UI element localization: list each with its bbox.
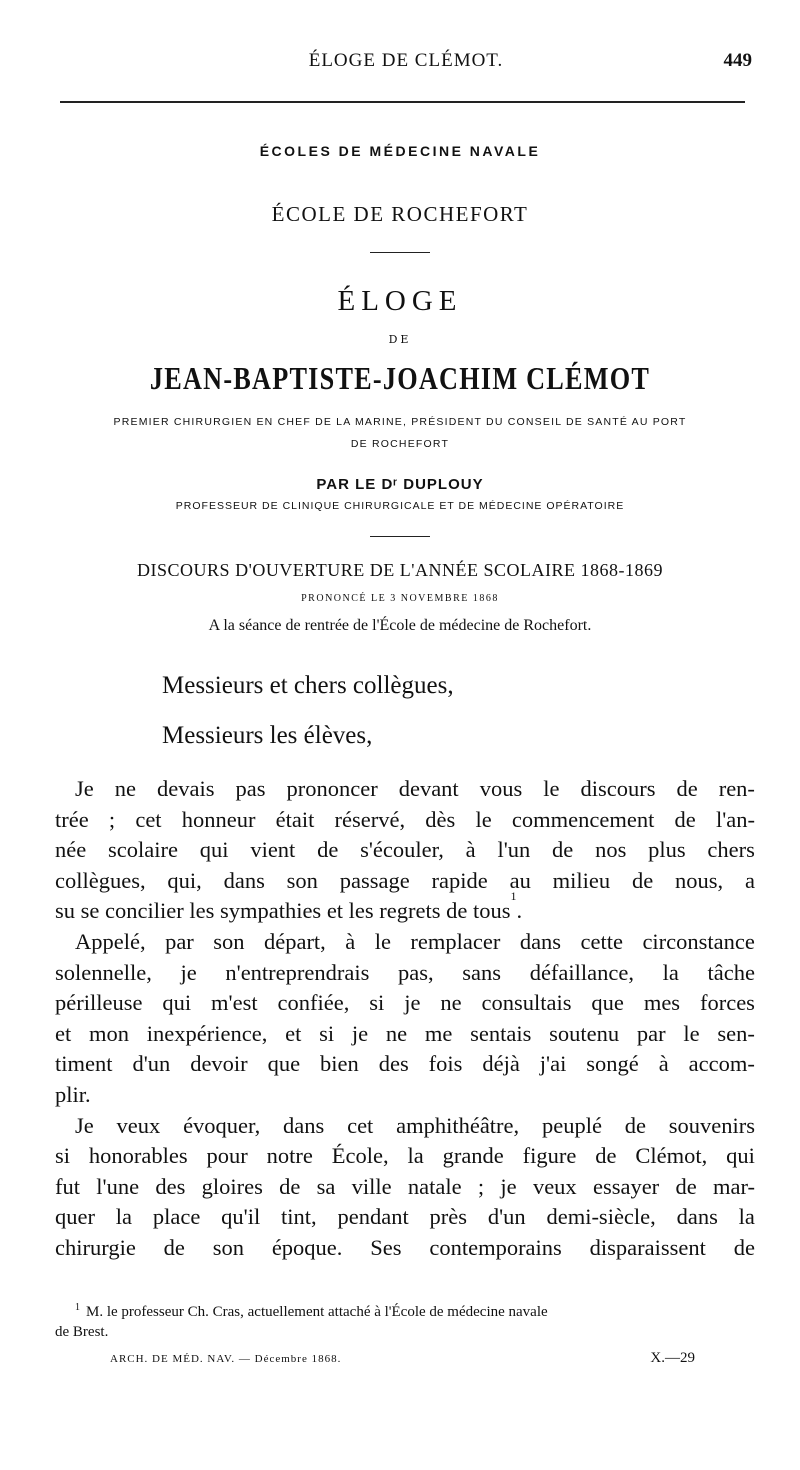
body-line: fut l'une des gloires de sa ville natale ; je veux essayer de mar- bbox=[55, 1173, 755, 1199]
body-line: trée ; cet honneur était réservé, dès le commencement de l'an- bbox=[55, 806, 755, 832]
series-title: ÉCOLES DE MÉDECINE NAVALE bbox=[259, 143, 541, 159]
body-line: collègues, qui, dans son passage rapide au milieu de nous, a bbox=[55, 867, 755, 893]
pronounced-date: PRONONCÉ LE 3 NOVEMBRE 1868 bbox=[301, 593, 499, 604]
footnote-mark: 1 bbox=[75, 1302, 80, 1313]
sentence-end: . bbox=[516, 898, 523, 924]
eloge-heading: ÉLOGE bbox=[337, 285, 463, 317]
page-number: 449 bbox=[723, 50, 752, 71]
subject-description-line: DE ROCHEFORT bbox=[350, 438, 450, 450]
body-text bbox=[55, 774, 755, 1264]
de-word: DE bbox=[388, 333, 412, 346]
body-line: née scolaire qui vient de s'écouler, à l'un de nos plus chers bbox=[55, 837, 755, 863]
body-line: Je ne devais pas prononcer devant vous le discours de ren- bbox=[75, 776, 755, 801]
body-line: Je veux évoquer, dans cet amphithéâtre, peuplé de souvenirs bbox=[75, 1112, 755, 1138]
session-line: A la séance de rentrée de l'École de médecine de Rochefort. bbox=[208, 617, 592, 634]
body-line: timent d'un devoir que bien des fois déjà j'ai songé à accom- bbox=[55, 1051, 755, 1077]
subject-description-line: PREMIER CHIRURGIEN EN CHEF DE LA MARINE, PRÉSIDENT DU CONSEIL DE SANTÉ AU PORT bbox=[113, 416, 687, 428]
subject-description bbox=[55, 411, 745, 455]
body-line: et mon inexpérience, et si je ne me sentais soutenu par le sen- bbox=[55, 1020, 755, 1046]
footnote-reference: 1 bbox=[510, 889, 517, 904]
divider-rule bbox=[370, 252, 430, 253]
footnote bbox=[55, 1298, 755, 1342]
header-rule bbox=[60, 101, 745, 103]
body-line: chirurgie de son époque. Ses contemporains disparaissent de bbox=[55, 1234, 755, 1260]
body-line: si honorables pour notre École, la grande figure de Clémot, qui bbox=[55, 1143, 755, 1169]
body-line: périlleuse qui m'est confiée, si je ne consultais que mes forces bbox=[55, 990, 755, 1016]
divider-rule bbox=[370, 536, 430, 537]
author-description: PROFESSEUR DE CLINIQUE CHIRURGICALE ET DE MÉDECINE OPÉRATOIRE bbox=[175, 500, 625, 512]
page-footer bbox=[110, 1350, 745, 1374]
journal-reference: ARCH. DE MÉD. NAV. — Décembre 1868. bbox=[110, 1353, 342, 1365]
body-line: su se concilier les sympathies et les regrets de tous 1 . bbox=[55, 896, 755, 927]
salutation-colleagues: Messieurs et chers collègues, bbox=[162, 672, 454, 699]
salutation-students: Messieurs les élèves, bbox=[162, 722, 373, 749]
body-line: plir. bbox=[55, 1081, 91, 1107]
running-head bbox=[60, 50, 752, 80]
school-title: ÉCOLE DE ROCHEFORT bbox=[271, 202, 529, 226]
running-head-title: ÉLOGE DE CLÉMOT. bbox=[308, 50, 504, 71]
body-line: Appelé, par son départ, à le remplacer dans cette circonstance bbox=[75, 928, 755, 954]
body-line: solennelle, je n'entreprendrais pas, sans défaillance, la tâche bbox=[55, 959, 755, 985]
body-line: quer la place qu'il tint, pendant près d'un demi-siècle, dans la bbox=[55, 1204, 755, 1230]
discours-title: DISCOURS D'OUVERTURE DE L'ANNÉE SCOLAIRE 1868-1869 bbox=[137, 560, 663, 580]
signature-mark: X.—29 bbox=[650, 1350, 695, 1366]
footnote-line: $^1$ M. le professeur Ch. Cras, actuellement attaché à l'École de médecine navale bbox=[75, 1302, 548, 1320]
footnote-line: de Brest. bbox=[55, 1324, 109, 1340]
subject-name: JEAN-BAPTISTE-JOACHIM CLÉMOT bbox=[149, 360, 651, 396]
author-name: PAR LE Dʳ DUPLOUY bbox=[316, 476, 484, 493]
